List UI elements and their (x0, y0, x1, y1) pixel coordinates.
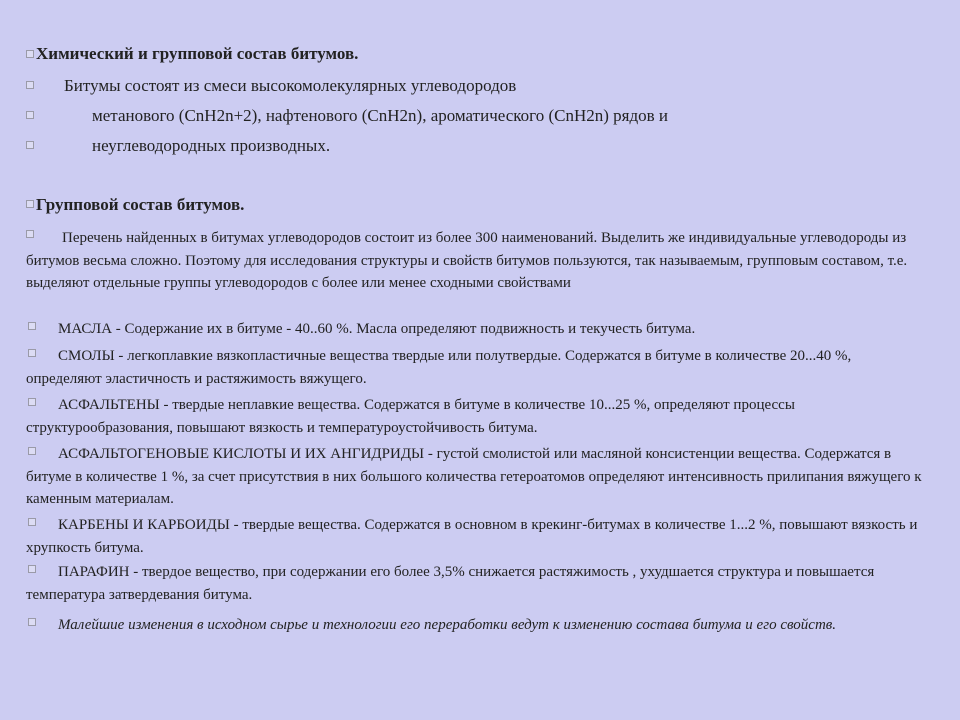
section-heading-group: Групповой состав битумов. (36, 195, 245, 214)
list-item-carbenes: КАРБЕНЫ И КАРБОИДЫ - твердые вещества. Содержатся в основном в крекинг-битумах в количестве 1...2 %, повышают вязкость и хрупкость битума. (26, 517, 918, 556)
bullet-marker (26, 141, 34, 149)
list-item-asphaltenes: АСФАЛЬТЕНЫ - твердые неплавкие вещества. Содержатся в битуме в количестве 10...25 %, определяют процессы структурообразования, повышают вязкость и температуроустойчивость битума. (26, 397, 795, 436)
bullet-marker (26, 81, 34, 89)
bullet-marker (26, 50, 34, 58)
body-line: неуглеводородных производных. (92, 136, 331, 155)
list-item-resins: СМОЛЫ - легкоплавкие вязкопластичные вещества твердые или полутвердые. Содержатся в битуме в количестве 20...40 %, определяют эластичность и растяжимость вяжущего. (26, 348, 852, 387)
conclusion-paragraph: Малейшие изменения в исходном сырье и технологии его переработки ведут к изменению состава битума и его свойств. (58, 617, 837, 633)
intro-paragraph: Перечень найденных в битумах углеводородов состоит из более 300 наименований. Выделить же индивидуальные углеводороды из битумов весьма сложно. Поэтому для исследования структуры и свойств битумов пользуются, так называемым, групповым составом, т.е. выделяют отдельные группы углеводородов с более или менее сходными свойствами (26, 230, 908, 291)
bullet-marker (26, 200, 34, 208)
body-line: метанового (CnH2n+2), нафтенового (CnH2n), ароматического (CnH2n) рядов и (92, 106, 668, 125)
bullet-marker (26, 111, 34, 119)
list-item-acids: АСФАЛЬТОГЕНОВЫЕ КИСЛОТЫ И ИХ АНГИДРИДЫ - густой смолистой или масляной консистенции вещества. Содержатся в битуме в количестве 1 %, за счет присутствия в них большого количества гетероатомов определяют интенсивность прилипания вяжущего к каменным материалам. (26, 446, 922, 507)
list-item-paraffin: ПАРАФИН - твердое вещество, при содержании его более 3,5% снижается растяжимость , ухудшается структура и повышается температура затвердевания битума. (26, 564, 875, 603)
body-line: Битумы состоят из смеси высокомолекулярных углеводородов (64, 76, 517, 95)
list-item-oils: МАСЛА - Содержание их в битуме - 40..60 %. Масла определяют подвижность и текучесть битума. (58, 321, 696, 337)
section-heading-chemical: Химический и групповой состав битумов. (36, 44, 359, 63)
